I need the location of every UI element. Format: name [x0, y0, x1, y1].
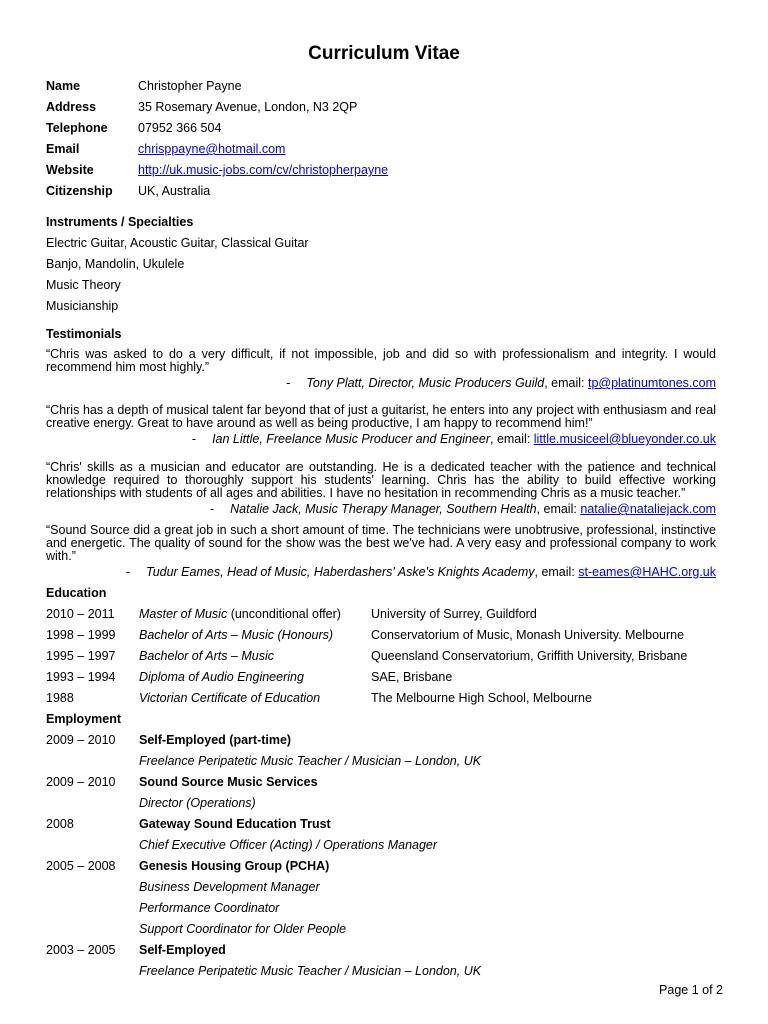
instruments-heading: Instruments / Specialties: [46, 215, 194, 229]
testimonial-quote: “Chris was asked to do a very difficult, if not impossible, job and did so with professionalism and integrity. I would recommend him most highly.”: [46, 347, 716, 374]
email-prefix: , email:: [490, 432, 534, 446]
course-note: (unconditional offer): [227, 607, 341, 621]
attribution-dash: -: [286, 376, 291, 390]
testimonial-person: Tony Platt, Director, Music Producers Guild: [306, 376, 545, 390]
instrument-item: Banjo, Mandolin, Ukulele: [46, 257, 185, 271]
testimonial-email-link[interactable]: natalie@nataliejack.com: [580, 502, 716, 516]
name-value: Christopher Payne: [138, 79, 242, 93]
employer-name: Gateway Sound Education Trust: [139, 817, 331, 831]
testimonial-person: Ian Little, Freelance Music Producer and Engineer: [212, 432, 490, 446]
website-label: Website: [46, 163, 94, 177]
education-course: [139, 606, 341, 622]
testimonial-attribution: [286, 376, 716, 390]
employment-role: Performance Coordinator: [139, 901, 280, 915]
telephone-value: 07952 366 504: [138, 121, 222, 135]
employment-years: 2008: [46, 817, 74, 831]
testimonials-heading: Testimonials: [46, 327, 122, 341]
education-course: Victorian Certificate of Education: [139, 691, 321, 705]
citizenship-value: UK, Australia: [138, 184, 211, 198]
course-title: Master of Music: [139, 607, 228, 621]
employer-name: Sound Source Music Services: [139, 775, 318, 789]
employment-years: 2005 – 2008: [46, 859, 116, 873]
education-years: 1993 – 1994: [46, 670, 116, 684]
testimonial-email-link[interactable]: st-eames@HAHC.org.uk: [578, 565, 716, 579]
testimonial-email-link[interactable]: little.musiceel@blueyonder.co.uk: [533, 432, 716, 446]
instrument-item: Electric Guitar, Acoustic Guitar, Classical Guitar: [46, 236, 309, 250]
testimonial-email-link[interactable]: tp@platinumtones.com: [587, 376, 716, 390]
page-number: Page 1 of 2: [659, 983, 723, 997]
education-institution: University of Surrey, Guildford: [371, 607, 537, 621]
instrument-item: Music Theory: [46, 278, 121, 292]
education-heading: Education: [46, 586, 107, 600]
testimonial-quote: “Sound Source did a great job in such a short amount of time. The technicians were unobtrusive, professional, instinctive and energetic. The quality of sound for the show was the best we've had. A very easy and professional company to work with.”: [46, 523, 716, 563]
employment-role: Director (Operations): [139, 796, 256, 810]
testimonial-quote: “Chris has a depth of musical talent far beyond that of just a guitarist, he enters into any project with enthusiasm and real creative energy. Great to have around as well as being productive, I am happy to recommend him!”: [46, 403, 716, 430]
employer-name: Self-Employed (part-time): [139, 733, 292, 747]
education-course: Bachelor of Arts – Music: [139, 649, 275, 663]
testimonial-attribution: [192, 432, 716, 446]
email-prefix: , email:: [544, 376, 588, 390]
email-prefix: , email:: [534, 565, 579, 579]
employment-role: Freelance Peripatetic Music Teacher / Musician – London, UK: [139, 754, 482, 768]
education-institution: Conservatorium of Music, Monash University. Melbourne: [371, 628, 685, 642]
testimonial-attribution: [126, 565, 716, 579]
attribution-dash: -: [125, 565, 130, 579]
employment-heading: Employment: [46, 712, 122, 726]
address-label: Address: [46, 100, 97, 114]
education-years: 1998 – 1999: [46, 628, 116, 642]
address-value: 35 Rosemary Avenue, London, N3 2QP: [138, 100, 358, 114]
page-title: Curriculum Vitae: [308, 43, 460, 64]
education-years: 1995 – 1997: [46, 649, 116, 663]
email-prefix: , email:: [536, 502, 581, 516]
employer-name: Self-Employed: [139, 943, 226, 957]
employment-years: 2009 – 2010: [46, 733, 116, 747]
testimonial-quote: “Chris' skills as a musician and educator are outstanding. He is a dedicated teacher with the patience and technical knowledge required to thoroughly support his students' learning. Chris has the ability to build effective working relationships with students of all ages and abilities. I have no hesitation in recommending Chris as a music teacher.”: [46, 460, 716, 500]
email-link[interactable]: chrisppayne@hotmail.com: [138, 142, 286, 156]
employment-role: Business Development Manager: [139, 880, 320, 894]
education-years: 1988: [46, 691, 74, 705]
employment-role: Freelance Peripatetic Music Teacher / Musician – London, UK: [139, 964, 482, 978]
instrument-item: Musicianship: [46, 299, 119, 313]
attribution-dash: -: [209, 502, 215, 516]
telephone-label: Telephone: [46, 121, 108, 135]
employment-role: Chief Executive Officer (Acting) / Operations Manager: [139, 838, 438, 852]
testimonial-person: Tudur Eames, Head of Music, Haberdashers' Aske's Knights Academy: [145, 565, 535, 579]
testimonial-attribution: [210, 502, 716, 516]
attribution-dash: -: [191, 432, 197, 446]
employment-role: Support Coordinator for Older People: [139, 922, 347, 936]
education-course: Diploma of Audio Engineering: [139, 670, 304, 684]
website-link[interactable]: http://uk.music-jobs.com/cv/christopherpayne: [138, 163, 389, 177]
education-institution: SAE, Brisbane: [371, 670, 453, 684]
email-label: Email: [46, 142, 80, 156]
employer-name: Genesis Housing Group (PCHA): [139, 859, 330, 873]
employment-years: 2003 – 2005: [46, 943, 116, 957]
education-years: 2010 – 2011: [46, 607, 115, 621]
education-course: Bachelor of Arts – Music (Honours): [139, 628, 334, 642]
name-label: Name: [46, 79, 81, 93]
citizenship-label: Citizenship: [46, 184, 113, 198]
testimonial-person: Natalie Jack, Music Therapy Manager, Southern Health: [230, 502, 537, 516]
education-institution: Queensland Conservatorium, Griffith University, Brisbane: [371, 649, 688, 663]
education-institution: The Melbourne High School, Melbourne: [371, 691, 592, 705]
employment-years: 2009 – 2010: [46, 775, 116, 789]
